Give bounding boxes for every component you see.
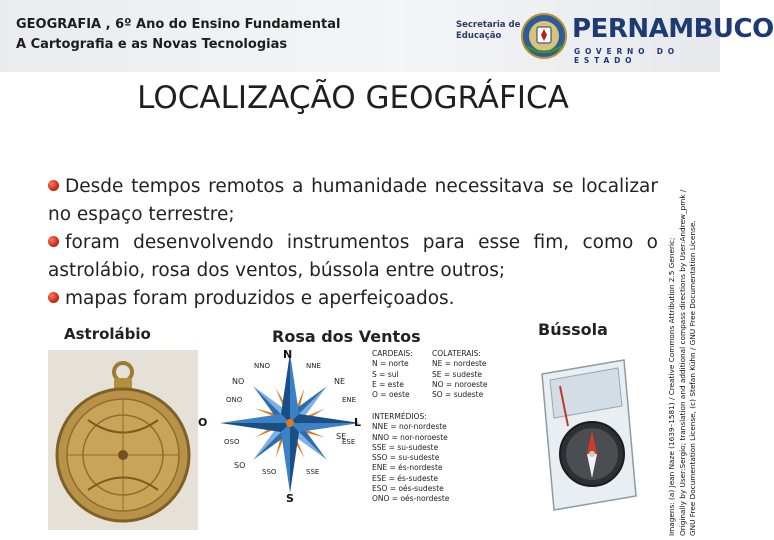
rose-label-sso: SSO xyxy=(262,468,277,476)
rose-label-no: NO xyxy=(232,377,245,386)
bullet-item-2 xyxy=(48,229,658,285)
secretaria-label xyxy=(456,20,520,42)
rose-label-sse: SSE xyxy=(306,468,320,476)
compass-image xyxy=(520,346,648,516)
rose-label-ene: ENE xyxy=(342,396,357,404)
bullet-text-2: foram desenvolvendo instrumentos para esse fim, como o astrolábio, rosa dos ventos, bússola entre outros; xyxy=(48,232,658,281)
astrolabe-image xyxy=(48,350,198,530)
rose-label-se: SE xyxy=(336,432,347,441)
slide-header xyxy=(0,0,774,72)
bullet-icon xyxy=(48,292,59,303)
header-title xyxy=(16,15,340,55)
rose-label-n: N xyxy=(283,348,293,361)
bullet-list xyxy=(48,173,658,313)
brand-subtitle: GOVERNO DO ESTADO xyxy=(574,47,679,65)
credit-line1: Imagens: (a) Jean Naze (1639–1581) / Creative Commons Attribution 2.5 Generic; xyxy=(667,237,676,536)
rose-label-nno: NNO xyxy=(254,362,270,370)
astrolabe-label: Astrolábio xyxy=(64,325,151,343)
image-credit xyxy=(667,16,699,536)
bullet-item-3 xyxy=(48,285,658,313)
legend-cardeais: CARDEAIS: N = norte S = sul E = este O = oeste xyxy=(372,349,413,400)
rose-label-ese: ESE xyxy=(342,438,356,446)
compass-label: Bússola xyxy=(538,320,608,339)
legend-colaterais: COLATERAIS: NE = nordeste SE = sudeste NO = noroeste SO = sudeste xyxy=(432,349,488,400)
rose-label-o: O xyxy=(198,416,208,429)
rose-label-s: S xyxy=(286,492,294,505)
legend-intermedios: INTERMÉDIOS: NNE = nor-nordeste NNO = nor-noroeste SSE = su-sudeste SSO = su-sudeste ENE = és-nordeste ESE = és-sudeste ESO = oés-sudeste ONO = oés-nordeste xyxy=(372,412,450,504)
compass-rose-star-icon xyxy=(194,343,374,513)
bullet-icon xyxy=(48,236,59,247)
rose-label-ne: NE xyxy=(334,377,346,386)
header-title-line2: A Cartografia e as Novas Tecnologias xyxy=(16,37,288,52)
rose-label-so: SO xyxy=(234,461,246,470)
secretaria-line2: Educação xyxy=(456,31,502,41)
rose-label-nne: NNE xyxy=(306,362,321,370)
slide-title: LOCALIZAÇÃO GEOGRÁFICA xyxy=(137,80,569,116)
rose-label-ono: ONO xyxy=(226,396,243,404)
credit-line2: Originally by User:Sergio; translation and additional compass directions by User:Andrew_pmk / xyxy=(677,189,687,536)
state-seal-icon xyxy=(520,12,568,60)
brand-name: PERNAMBUCO xyxy=(572,14,774,44)
secretaria-line1: Secretaria de xyxy=(456,20,521,30)
compass-rose xyxy=(194,343,374,513)
rose-label-l: L xyxy=(354,416,362,429)
bullet-item-1 xyxy=(48,173,658,229)
credit-line3: GNU Free Documentation License, (c) Stefan Kühn / GNU Free Documentation License. xyxy=(688,220,697,536)
bullet-icon xyxy=(48,180,59,191)
rose-label-oso: OSO xyxy=(224,438,240,446)
header-title-line1: GEOGRAFIA , 6º Ano do Ensino Fundamental xyxy=(16,17,341,32)
rose-label: Rosa dos Ventos xyxy=(272,327,421,346)
bullet-text-3: mapas foram produzidos e aperfeiçoados. xyxy=(65,288,455,309)
bullet-text-1: Desde tempos remotos a humanidade necessitava se localizar no espaço terrestre; xyxy=(48,176,658,225)
